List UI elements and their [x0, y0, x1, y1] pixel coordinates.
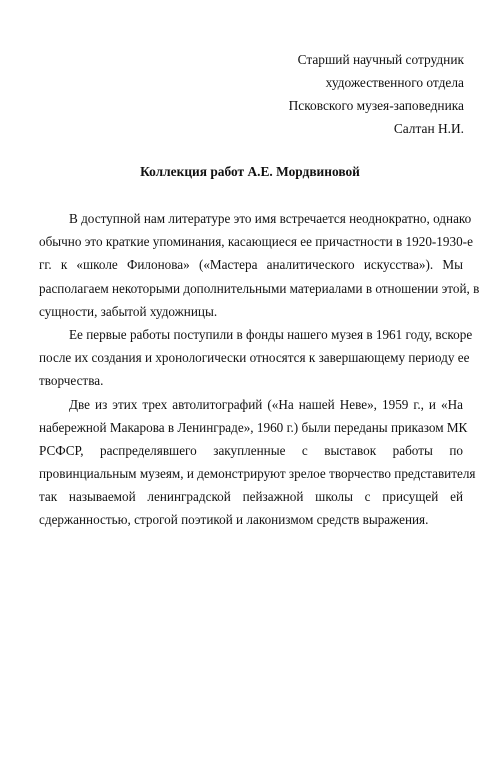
paragraph-line: Две из этих трех автолитографий («На нашей Неве», 1959 г., и «На	[69, 396, 463, 412]
paragraph-line: сущности, забытой художницы.	[39, 303, 218, 319]
author-name: Салтан Н.И.	[393, 121, 464, 136]
paragraph-line: так называемой ленинградской пейзажной школы с присущей ей	[39, 489, 463, 505]
paragraph-3	[39, 393, 476, 532]
paragraph-line: Ее первые работы поступили в фонды нашего музея в 1961 году, вскоре	[69, 326, 473, 342]
paragraph-1	[39, 207, 480, 323]
paragraph-line: провинциальным музеям, и демонстрируют зрелое творчество представителя	[39, 466, 476, 482]
document-title: Коллекция работ А.Е. Мордвиновой	[140, 164, 360, 179]
paragraph-line: набережной Макарова в Ленинграде», 1960 г.) были переданы приказом МК	[39, 419, 468, 435]
paragraph-2	[39, 323, 473, 393]
paragraph-line: обычно это краткие упоминания, касающиеся ее причастности в 1920-1930-е	[39, 234, 473, 250]
paragraph-line: творчества.	[39, 373, 104, 389]
paragraph-line: сдержанностью, строгой поэтикой и лаконизмом средств выражения.	[39, 512, 429, 528]
document-body	[39, 207, 480, 532]
paragraph-line: располагаем некоторыми дополнительными материалами в отношении этой, в	[39, 280, 480, 296]
paragraph-line: гг. к «школе Филонова» («Мастера аналитического искусства»). Мы	[39, 257, 463, 273]
author-position: Старший научный сотрудник	[297, 52, 464, 67]
author-info	[204, 48, 464, 140]
paragraph-line: В доступной нам литературе это имя встречается неоднократно, однако	[69, 211, 472, 226]
paragraph-line: РСФСР, распределявшего закупленные с выставок работы по	[39, 442, 463, 458]
author-institution: Псковского музея-заповедника	[288, 98, 464, 113]
author-department: художественного отдела	[325, 75, 464, 90]
paragraph-line: после их создания и хронологически относятся к завершающему периоду ее	[39, 350, 470, 366]
